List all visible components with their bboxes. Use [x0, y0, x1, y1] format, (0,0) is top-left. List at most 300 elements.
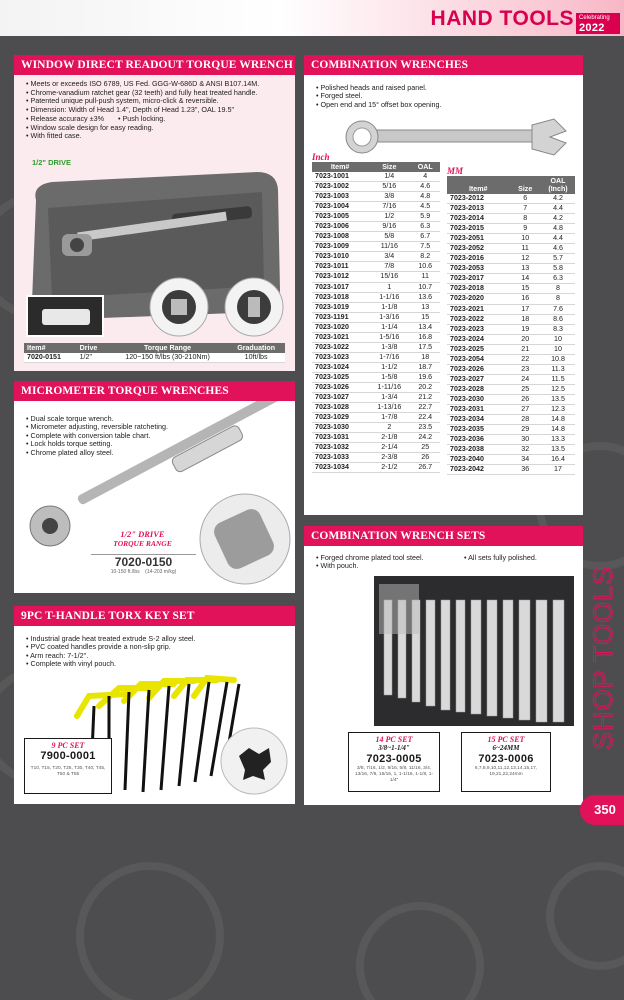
table-cell: 15/16 [368, 272, 410, 282]
table-row [312, 312, 440, 322]
table-cell: 7023-1019 [312, 302, 368, 312]
table-cell: 7023-1026 [312, 382, 368, 392]
table-cell: 7023-2036 [447, 435, 509, 445]
torque-wrench-title: WINDOW DIRECT READOUT TORQUE WRENCH [14, 55, 295, 75]
table-row [312, 372, 440, 382]
table-cell: 24.2 [410, 433, 440, 443]
table-cell: 11.5 [541, 374, 575, 384]
table-row [312, 423, 440, 433]
table-cell: 2-1/2 [368, 463, 410, 473]
table-cell: 7023-1031 [312, 433, 368, 443]
feature-item: • With pouch. [316, 562, 424, 570]
table-cell: 14 [509, 274, 541, 284]
table-row [312, 292, 440, 302]
table-header: Size [509, 176, 541, 194]
feature-item: • All sets fully polished. [464, 554, 537, 562]
table-cell: 1 [368, 282, 410, 292]
table-cell: 6.3 [541, 274, 575, 284]
table-cell: 5.7 [541, 254, 575, 264]
table-row [447, 294, 575, 304]
table-cell: 7/16 [368, 202, 410, 212]
table-cell: 1-13/16 [368, 403, 410, 413]
table-cell: 7023-2053 [447, 264, 509, 274]
side-section-label [580, 555, 624, 755]
table-cell: 20.2 [410, 382, 440, 392]
table-cell: 7023-1008 [312, 232, 368, 242]
table-cell: 7023-2020 [447, 294, 509, 304]
table-cell: 1-1/8 [368, 302, 410, 312]
table-header: OAL (Inch) [541, 176, 575, 194]
table-cell: 7023-2022 [447, 314, 509, 324]
set15-range: 6~24MM [492, 744, 520, 752]
table-cell: 12.3 [541, 404, 575, 414]
micrometer-item-box [91, 554, 196, 582]
page-number: 350 [580, 795, 624, 825]
table-row [312, 382, 440, 392]
feature-item: • Chrome plated alloy steel. [26, 449, 285, 457]
torx-set-label: 9 PC SET [51, 741, 85, 750]
table-cell: 7023-2012 [447, 194, 509, 204]
table-row: 7020-0151 1/2" 120~150 ft/lbs (30-210Nm) 10ft/lbs [24, 353, 285, 363]
table-cell: 13.4 [410, 322, 440, 332]
table-cell: 4.6 [410, 182, 440, 192]
table-cell: 10.7 [410, 282, 440, 292]
table-cell: 13.6 [410, 292, 440, 302]
torque-wrench-features [14, 75, 295, 141]
table-cell: 7023-1027 [312, 393, 368, 403]
feature-item: • Forged steel. [316, 92, 573, 100]
table-row [312, 352, 440, 362]
table-cell: 1-3/16 [368, 312, 410, 322]
table-cell: 7023-2027 [447, 374, 509, 384]
table-row [447, 244, 575, 254]
set15-item-number: 7023-0006 [478, 753, 534, 765]
torx-sizes: T10, T15, T20, T25, T30, T40, T45, T50 & T55 [30, 766, 106, 777]
table-cell: 2-3/8 [368, 453, 410, 463]
table-cell: 17.5 [410, 342, 440, 352]
feature-item: • Micrometer adjusting, reversible ratcheting. [26, 423, 285, 431]
table-cell: 21.2 [410, 393, 440, 403]
wrench-set-pouch-image [374, 574, 579, 734]
table-row [312, 252, 440, 262]
table-cell: 7023-1023 [312, 352, 368, 362]
table-cell: 7.5 [410, 242, 440, 252]
table-header: Graduation [227, 343, 285, 353]
feature-item: • Dimension: Width of Head 1.4", Depth of Head 1.23", OAL 19.5" [26, 106, 285, 115]
table-cell: 23.5 [410, 423, 440, 433]
table-row [447, 214, 575, 224]
table-cell: 7023-2031 [447, 404, 509, 414]
table-cell: 1-1/2 [368, 362, 410, 372]
wrench-sets-features-left [304, 548, 434, 571]
table-cell: 4.2 [541, 214, 575, 224]
table-cell: 2-1/4 [368, 443, 410, 453]
table-cell: 7023-2054 [447, 354, 509, 364]
ratchet-head-photo-1 [149, 277, 209, 337]
table-row [447, 284, 575, 294]
feature-item: • Forged chrome plated tool steel. [316, 554, 424, 562]
wrench-sets-panel [304, 526, 583, 805]
table-cell: 7023-1191 [312, 312, 368, 322]
table-cell: 13.3 [541, 435, 575, 445]
table-cell: 25 [410, 443, 440, 453]
table-row [447, 364, 575, 374]
table-cell: 8 [509, 214, 541, 224]
table-cell: 1/4 [368, 172, 410, 182]
table-cell: 19 [509, 324, 541, 334]
table-cell: 7023-1020 [312, 322, 368, 332]
feature-item: • Chrome-vanadium ratchet gear (32 teeth) and fully heat treated handle. [26, 89, 285, 98]
combination-wrenches-panel [304, 55, 583, 515]
table-cell: 4.8 [410, 192, 440, 202]
table-cell: 7023-1011 [312, 262, 368, 272]
table-cell: 20 [509, 334, 541, 344]
table-cell: 5.8 [541, 264, 575, 274]
table-cell: 30 [509, 435, 541, 445]
table-cell: 13 [410, 302, 440, 312]
table-cell: 7023-2042 [447, 465, 509, 475]
drive-label: 1/2" DRIVE [32, 158, 71, 167]
set15-sizes: 6,7,8,9,10,11,12,13,14,15,17, 19,21,22,24mm [474, 766, 538, 777]
table-cell: 13.5 [541, 394, 575, 404]
table-cell: 10 [541, 334, 575, 344]
table-cell: 7023-2035 [447, 425, 509, 435]
table-cell: 7023-2038 [447, 445, 509, 455]
table-row [312, 403, 440, 413]
table-cell: 11/16 [368, 242, 410, 252]
table-cell: 2-1/8 [368, 433, 410, 443]
table-cell: 7023-1005 [312, 212, 368, 222]
table-cell: 7023-1029 [312, 413, 368, 423]
table-row [447, 425, 575, 435]
table-header: OAL [410, 162, 440, 172]
table-cell: 7023-2023 [447, 324, 509, 334]
table-cell: 11 [410, 272, 440, 282]
table-cell: 7023-2013 [447, 204, 509, 214]
table-cell: 7023-2040 [447, 455, 509, 465]
table-row [447, 374, 575, 384]
table-cell: 22.4 [410, 413, 440, 423]
page-title: HAND TOOLS [430, 7, 574, 30]
table-cell: 10 [541, 344, 575, 354]
table-cell: 29 [509, 425, 541, 435]
feature-item: • Release accuracy ±3% • Push locking. [26, 115, 285, 124]
table-row [312, 463, 440, 473]
torx-set-box [24, 738, 112, 794]
feature-item: • Meets or exceeds ISO 6789, US Fed. GGG-W-686D & ANSI B107.14M. [26, 80, 285, 89]
set14-sizes: 3/8, 7/16, 1/2, 9/16, 5/8, 11/16, 3/4, 13/16, 7/8, 15/16, 1, 1-1/16, 1-1/8, 1-1/4" [354, 766, 434, 783]
table-cell: 10 [509, 234, 541, 244]
table-cell: 7023-2028 [447, 384, 509, 394]
feature-item: • With fitted case. [26, 132, 285, 141]
table-row [312, 302, 440, 312]
table-cell: 7023-2026 [447, 364, 509, 374]
table-row [312, 453, 440, 463]
torque-wrench-table [24, 343, 285, 363]
scale-window-photo [26, 295, 104, 337]
svg-text:SHOP TOOLS: SHOP TOOLS [588, 565, 618, 750]
table-cell: 18 [410, 352, 440, 362]
table-cell: 7023-2018 [447, 284, 509, 294]
table-row [447, 415, 575, 425]
table-cell: 26 [410, 453, 440, 463]
table-cell: 4.5 [410, 202, 440, 212]
set14-range: 3/8~1-1/4" [378, 744, 410, 752]
inch-table [312, 162, 440, 473]
table-cell: 36 [509, 465, 541, 475]
table-row [447, 304, 575, 314]
torx-item-number: 7900-0001 [40, 750, 96, 762]
table-cell: 7023-2025 [447, 344, 509, 354]
table-cell: 7023-1033 [312, 453, 368, 463]
table-row [447, 354, 575, 364]
table-cell: 7023-1017 [312, 282, 368, 292]
table-cell: 17 [509, 304, 541, 314]
table-cell: 12.5 [541, 384, 575, 394]
table-cell: 1-3/8 [368, 342, 410, 352]
ratchet-head-photo-2 [224, 277, 284, 337]
table-cell: 8.6 [541, 314, 575, 324]
table-cell: 16.4 [541, 455, 575, 465]
table-cell: 1-5/8 [368, 372, 410, 382]
table-header: Torque Range [108, 343, 227, 353]
table-cell: 25 [509, 384, 541, 394]
badge-year: 2022 [579, 22, 605, 34]
table-cell: 34 [509, 455, 541, 465]
torque-wrench-panel [14, 55, 295, 371]
table-cell: 21 [509, 344, 541, 354]
table-cell: 10.8 [541, 354, 575, 364]
table-header: Item# [312, 162, 368, 172]
feature-item: • Arm reach: 7-1/2". [26, 652, 285, 660]
table-cell: 19.6 [410, 372, 440, 382]
feature-item: • Open end and 15° offset box opening. [316, 101, 573, 109]
micrometer-range-values: 10-150 ft./lbs (14-203 m/kg) [110, 569, 177, 575]
table-row [312, 232, 440, 242]
table-row [312, 443, 440, 453]
table-cell: 7023-1021 [312, 332, 368, 342]
table-header: Drive [77, 343, 108, 353]
table-cell: 4.6 [541, 244, 575, 254]
table-cell: 8 [541, 294, 575, 304]
table-cell: 3/8 [368, 192, 410, 202]
table-cell: 13.5 [541, 445, 575, 455]
table-row [312, 433, 440, 443]
feature-item: • Dual scale torque wrench. [26, 415, 285, 423]
table-cell: 4 [410, 172, 440, 182]
table-cell: 7023-1022 [312, 342, 368, 352]
table-cell: 7023-2052 [447, 244, 509, 254]
mm-label: MM [447, 166, 464, 176]
table-row [312, 342, 440, 352]
table-cell: 1-11/16 [368, 382, 410, 392]
combination-wrenches-title: COMBINATION WRENCHES [304, 55, 583, 75]
table-cell: 8 [541, 284, 575, 294]
feature-item: • Complete with vinyl pouch. [26, 660, 285, 668]
table-cell: 4.2 [541, 194, 575, 204]
table-cell: 1-7/16 [368, 352, 410, 362]
table-cell: 6 [509, 194, 541, 204]
table-cell: 7023-2051 [447, 234, 509, 244]
table-row [447, 455, 575, 465]
table-row [447, 445, 575, 455]
table-cell: 5/8 [368, 232, 410, 242]
table-cell: 22 [509, 354, 541, 364]
feature-item: • Window scale design for easy reading. [26, 124, 285, 133]
table-row [447, 264, 575, 274]
table-cell: 4.4 [541, 204, 575, 214]
table-cell: 7023-1006 [312, 222, 368, 232]
table-cell: 7023-2030 [447, 394, 509, 404]
table-cell: 2 [368, 423, 410, 433]
table-row [447, 435, 575, 445]
table-cell: 12 [509, 254, 541, 264]
table-row [312, 393, 440, 403]
table-cell: 7023-2014 [447, 214, 509, 224]
table-cell: 7023-2017 [447, 274, 509, 284]
table-row [312, 242, 440, 252]
table-cell: 8.2 [410, 252, 440, 262]
table-cell: 16 [509, 294, 541, 304]
torx-features [14, 626, 295, 669]
table-cell: 27 [509, 404, 541, 414]
feature-item: • Polished heads and raised panel. [316, 84, 573, 92]
table-cell: 7023-1025 [312, 372, 368, 382]
table-row [447, 384, 575, 394]
table-header: Item# [447, 176, 509, 194]
badge-top-text: Celebrating [579, 15, 610, 21]
wrench-sets-features-right [452, 548, 547, 562]
micrometer-handle-photo [199, 489, 291, 589]
table-cell: 11.3 [541, 364, 575, 374]
torx-title: 9PC T-HANDLE TORX KEY SET [14, 606, 295, 626]
table-row [447, 224, 575, 234]
table-cell: 26 [509, 394, 541, 404]
table-cell: 18 [509, 314, 541, 324]
table-row [447, 194, 575, 204]
table-cell: 7023-2021 [447, 304, 509, 314]
table-cell: 7023-1003 [312, 192, 368, 202]
feature-item: • PVC coated handles provide a non-slip grip. [26, 643, 285, 651]
inch-label: Inch [312, 152, 330, 162]
micrometer-panel [14, 381, 295, 593]
table-cell: 6.3 [410, 222, 440, 232]
feature-item: • Complete with conversion table chart. [26, 432, 285, 440]
table-cell: 7023-1024 [312, 362, 368, 372]
table-cell: 1-1/16 [368, 292, 410, 302]
table-cell: 7023-1010 [312, 252, 368, 262]
table-row [312, 322, 440, 332]
micrometer-label-box [90, 529, 195, 548]
table-cell: 26.7 [410, 463, 440, 473]
table-row [447, 324, 575, 334]
feature-item: • Patented unique pull-push system, micro-click & reversible. [26, 97, 285, 106]
table-cell: 10.6 [410, 262, 440, 272]
set14-label: 14 PC SET [375, 735, 413, 744]
table-cell: 7023-1034 [312, 463, 368, 473]
micrometer-range-label: TORQUE RANGE [113, 539, 172, 548]
table-row [312, 413, 440, 423]
mm-table [447, 176, 575, 475]
table-row [312, 272, 440, 282]
table-row [312, 172, 440, 182]
table-cell: 7023-1009 [312, 242, 368, 252]
table-cell: 7023-2016 [447, 254, 509, 264]
table-row [447, 334, 575, 344]
table-row [312, 362, 440, 372]
table-row [312, 262, 440, 272]
table-cell: 32 [509, 445, 541, 455]
table-row [447, 254, 575, 264]
table-row [447, 274, 575, 284]
table-header: Item# [24, 343, 77, 353]
table-cell: 16.8 [410, 332, 440, 342]
table-row [312, 222, 440, 232]
table-row [447, 404, 575, 414]
table-cell: 14.8 [541, 415, 575, 425]
table-cell: 15 [509, 284, 541, 294]
set14-item-number: 7023-0005 [366, 753, 422, 765]
table-cell: 1-5/16 [368, 332, 410, 342]
table-cell: 7 [509, 204, 541, 214]
table-cell: 7.6 [541, 304, 575, 314]
table-row [312, 282, 440, 292]
table-row [312, 212, 440, 222]
table-cell: 7/8 [368, 262, 410, 272]
table-row [312, 182, 440, 192]
table-cell: 7023-1004 [312, 202, 368, 212]
table-header: Size [368, 162, 410, 172]
table-row [312, 192, 440, 202]
torx-panel [14, 606, 295, 804]
table-cell: 8.3 [541, 324, 575, 334]
table-cell: 9 [509, 224, 541, 234]
table-row [447, 204, 575, 214]
micrometer-item-number: 7020-0150 [114, 555, 173, 569]
table-cell: 17 [541, 465, 575, 475]
table-row [447, 465, 575, 475]
table-cell: 7023-1002 [312, 182, 368, 192]
table-cell: 11 [509, 244, 541, 254]
micrometer-title: MICROMETER TORQUE WRENCHES [14, 381, 295, 401]
table-cell: 7023-1001 [312, 172, 368, 182]
set14-box [348, 732, 440, 792]
table-cell: 7023-2015 [447, 224, 509, 234]
table-cell: 14.8 [541, 425, 575, 435]
table-cell: 13 [509, 264, 541, 274]
table-cell: 18.7 [410, 362, 440, 372]
combination-wrench-image [342, 117, 572, 157]
table-cell: 4.4 [541, 234, 575, 244]
page-header [0, 0, 624, 36]
table-cell: 23 [509, 364, 541, 374]
table-cell: 1-3/4 [368, 393, 410, 403]
table-cell: 7023-1030 [312, 423, 368, 433]
table-cell: 5/16 [368, 182, 410, 192]
table-cell: 5.9 [410, 212, 440, 222]
table-cell: 9/16 [368, 222, 410, 232]
table-cell: 4.8 [541, 224, 575, 234]
table-cell: 24 [509, 374, 541, 384]
table-cell: 1/2 [368, 212, 410, 222]
table-cell: 7023-1012 [312, 272, 368, 282]
table-cell: 22.7 [410, 403, 440, 413]
table-cell: 6.7 [410, 232, 440, 242]
table-cell: 7023-1032 [312, 443, 368, 453]
feature-item: • Industrial grade heat treated extrude S-2 alloy steel. [26, 635, 285, 643]
set15-label: 15 PC SET [487, 735, 525, 744]
table-row [447, 344, 575, 354]
